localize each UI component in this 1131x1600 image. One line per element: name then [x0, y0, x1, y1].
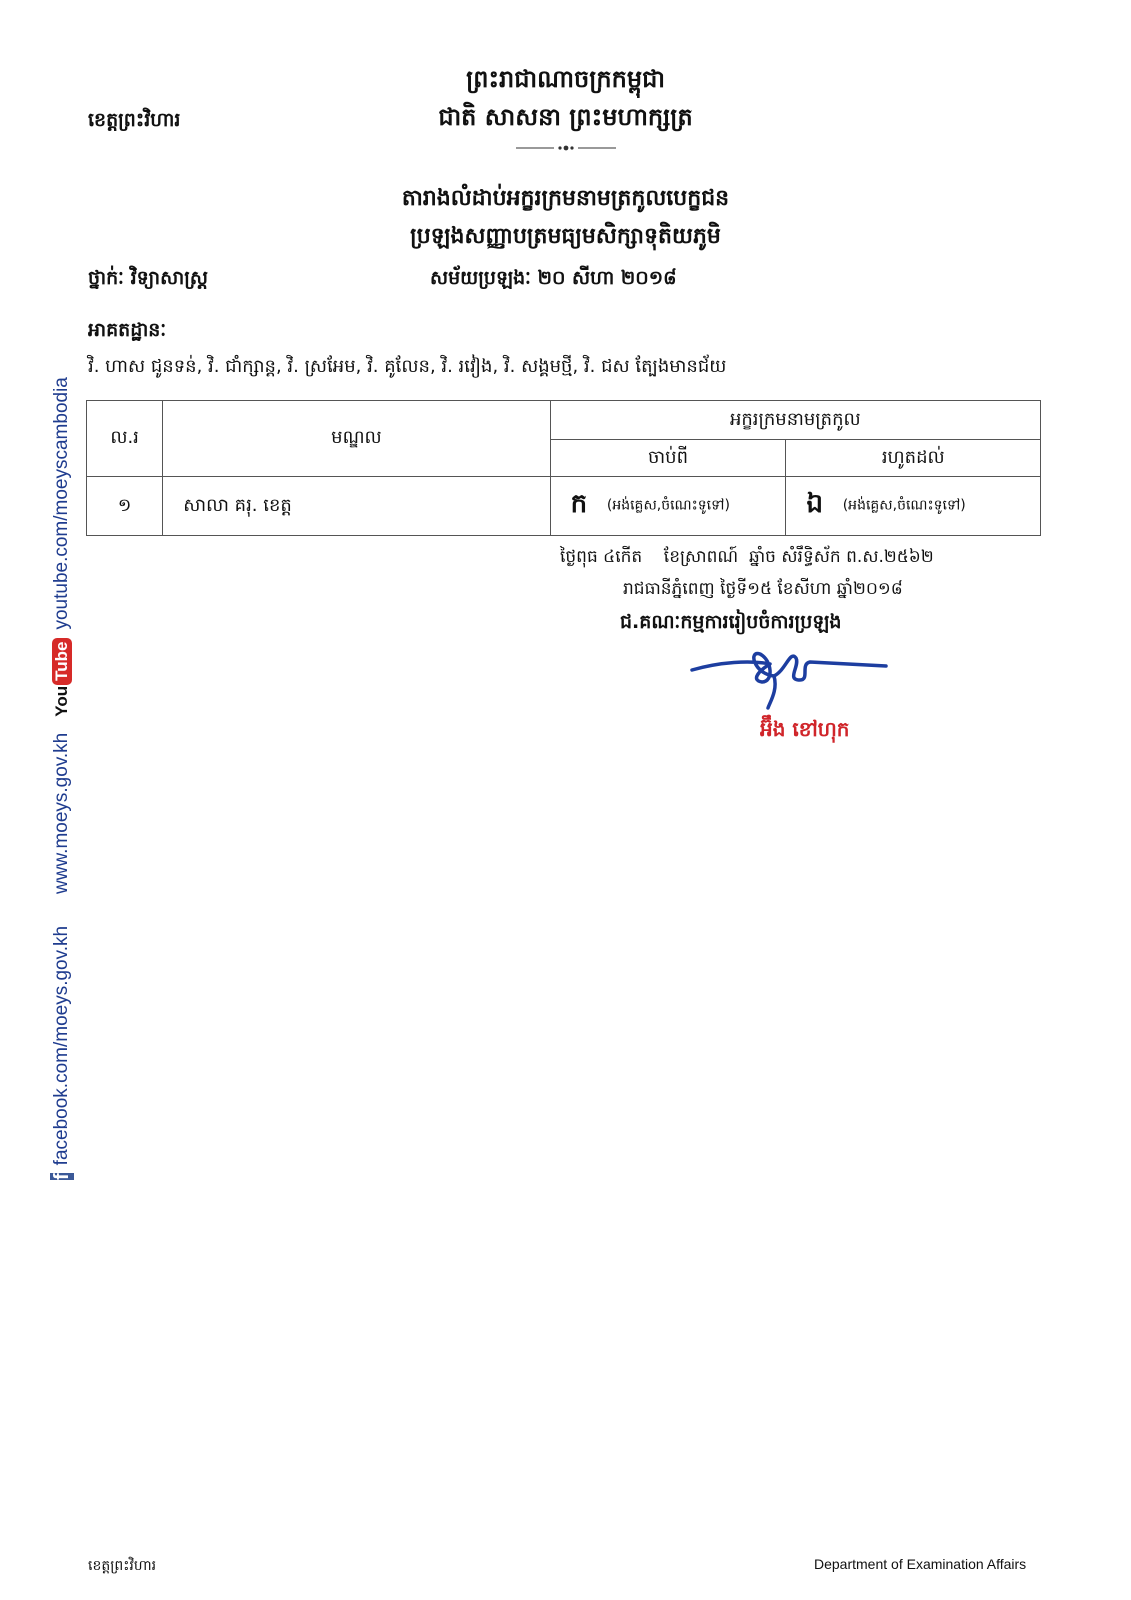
document-title-line1: តារាងលំដាប់អក្ខរក្រមនាមត្រកូលបេក្ខជន [401, 186, 730, 211]
table-header-row [87, 401, 1041, 440]
footer-province: ខេត្តព្រះវិហារ [88, 1558, 157, 1574]
header-from: ចាប់ពី [550, 440, 786, 477]
kingdom-heading: ព្រះរាជាណាចក្រកម្ពុជា [466, 65, 665, 93]
signature-image [690, 640, 890, 710]
header-alphabet: អក្ខរក្រមនាមត្រកូល [550, 401, 1040, 440]
facebook-icon: f [50, 1173, 73, 1180]
row-no: ១ [87, 477, 163, 536]
row-to [786, 477, 1041, 536]
header-center: មណ្ឌល [163, 401, 550, 477]
row-from [550, 477, 786, 536]
ornament-divider [516, 144, 616, 152]
social-links-sidebar [44, 377, 80, 1180]
document-title-line2: ប្រឡងសញ្ញាបត្រមធ្យមសិក្សាទុតិយភូមិ [410, 224, 721, 249]
header-to: រហូតដល់ [786, 440, 1041, 477]
youtube-icon [52, 638, 72, 717]
youtube-link[interactable]: youtube.com/moeyscambodia [51, 377, 72, 630]
lunar-date: ថ្ងៃពុធ ៤កើត ខែស្រាពណ៍ ឆ្នាំច សំរឹទ្ធិស័ក ព.ស.២៥៦២ [560, 547, 934, 567]
grade-label: ថ្នាក់ៈ វិទ្យាសាស្ត្រ [88, 267, 208, 289]
candidate-roster-table [86, 400, 1041, 536]
facebook-link[interactable]: facebook.com/moeys.gov.kh [51, 925, 72, 1166]
footer-department: Department of Examination Affairs [814, 1556, 1027, 1572]
province-label: ខេត្តព្រះវិហារ [88, 109, 181, 131]
from-note: (អង់គ្លេស,ចំណេះទូទៅ) [606, 497, 730, 514]
from-letter: ក [570, 489, 588, 519]
signer-name: អ៊ឹង ខៅហុក [760, 717, 850, 741]
committee-label: ជ.គណៈកម្មការរៀបចំការប្រឡង [620, 611, 842, 633]
youtube-logo-tube: Tube [52, 638, 72, 685]
website-link[interactable]: www.moeys.gov.kh [51, 732, 72, 894]
youtube-logo-you: You [52, 685, 71, 717]
exam-session-label: សម័យប្រឡងៈ ២០ សីហា ២០១៨ [430, 267, 677, 289]
table-row [87, 477, 1041, 536]
motto-heading: ជាតិ សាសនា ព្រះមហាក្សត្រ [438, 103, 693, 131]
schools-list: វិ. ហាស ជូនទន់, វិ. ជាំក្សាន្ត, វិ. ស្រអែម, វិ. គូលែន, វិ. រវៀង, វិ. សង្គមថ្មី, វិ. ជស ត្បែងមានជ័យ [88, 356, 727, 377]
row-center: សាលា គរុ. ខេត្ត [163, 477, 550, 536]
header-no: ល.រ [87, 401, 163, 477]
place-date: រាជធានីភ្នំពេញ ថ្ងៃទី១៥ ខែសីហា ឆ្នាំ២០១៨ [623, 579, 903, 599]
to-note: (អង់គ្លេស,ចំណេះទូទៅ) [842, 497, 966, 514]
schools-label: អាគតដ្ឋានៈ [88, 319, 167, 341]
to-letter: ឯ [806, 489, 823, 519]
